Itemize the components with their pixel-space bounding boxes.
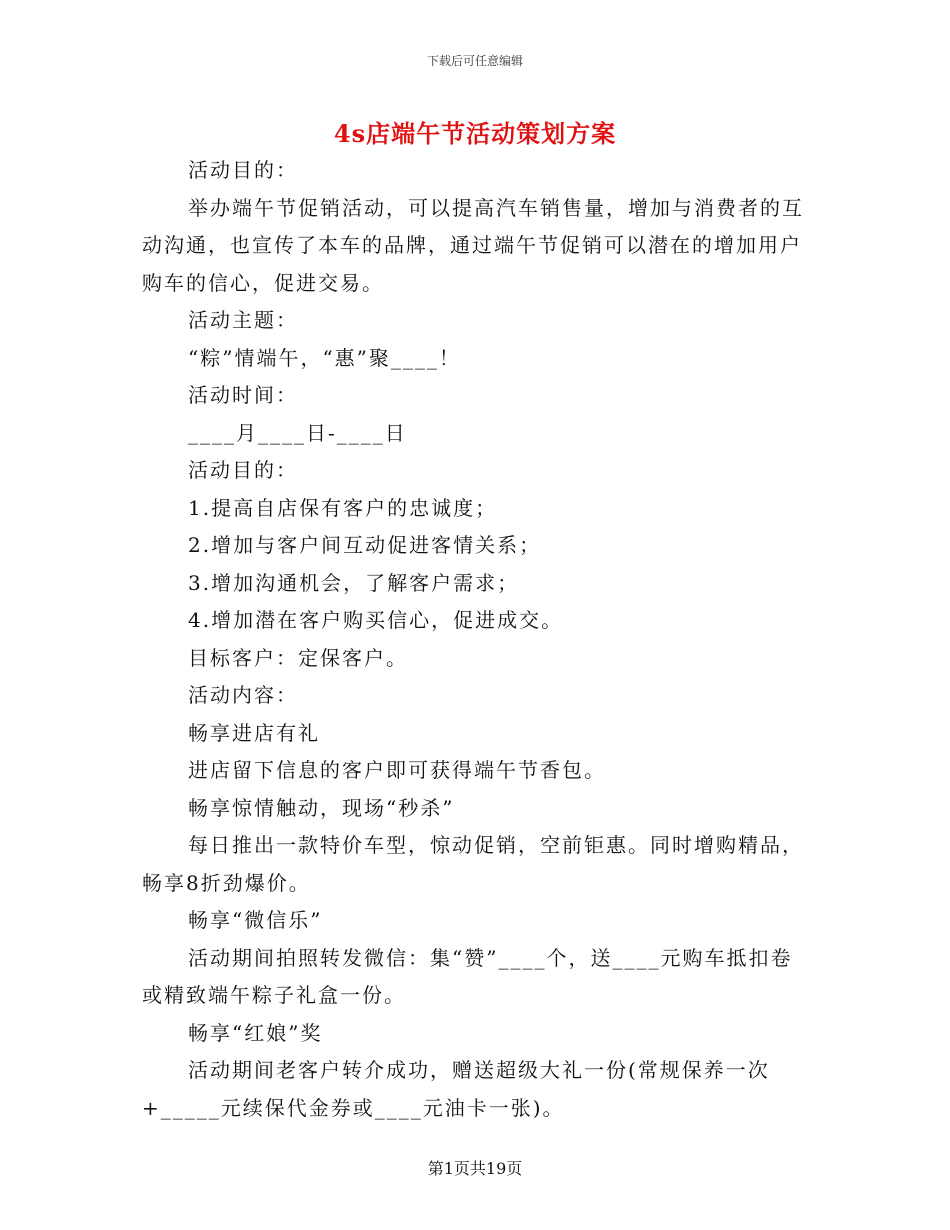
list-item: 1.提高自店保有客户的忠诚度； (188, 495, 498, 520)
document-title: 4s店端午节活动策划方案 (333, 119, 617, 148)
paragraph: ____月____日-____日 (188, 420, 407, 445)
paragraph: 每日推出一款特价车型，惊动促销，空前钜惠。同时增购精品，畅享8折劲爆价。 (142, 833, 804, 895)
paragraph: 目标客户：定保客户。 (188, 645, 408, 670)
document-body (142, 152, 810, 1127)
paragraph: 活动目的： (188, 158, 298, 182)
page-header: 下载后可任意编辑 (426, 54, 523, 68)
list-item: 2.增加与客户间互动促进客情关系； (188, 533, 542, 557)
paragraph: 畅享惊情触动，现场“秒杀” (188, 795, 455, 820)
paragraph: 畅享“红娘”奖 (188, 1020, 323, 1045)
paragraph: 活动目的： (188, 458, 298, 482)
list-item: 4.增加潜在客户购买信心，促进成交。 (188, 608, 564, 632)
paragraph: 活动内容： (188, 683, 298, 707)
paragraph: 活动期间老客户转介成功，赠送超级大礼一份(常规保养一次+_____元续保代金券或____元油卡一张)。 (142, 1058, 770, 1120)
list-item: 3.增加沟通机会，了解客户需求； (188, 570, 520, 595)
paragraph: 活动主题： (188, 308, 298, 332)
paragraph: “粽”情端午，“惠”聚____！ (188, 345, 461, 370)
paragraph: 活动期间拍照转发微信：集“赞”____个，送____元购车抵扣卷或精致端午粽子礼盒一份。 (142, 945, 793, 1007)
paragraph: 畅享进店有礼 (188, 720, 320, 745)
page-footer: 第1页共19页 (427, 1159, 523, 1178)
paragraph: 举办端午节促销活动，可以提高汽车销售量，增加与消费者的互动沟通，也宣传了本车的品牌，通过端午节促销可以潜在的增加用户购车的信心，促进交易。 (142, 195, 804, 295)
paragraph: 进店留下信息的客户即可获得端午节香包。 (188, 758, 606, 782)
paragraph: 畅享“微信乐” (188, 908, 323, 932)
paragraph: 活动时间： (188, 383, 298, 407)
